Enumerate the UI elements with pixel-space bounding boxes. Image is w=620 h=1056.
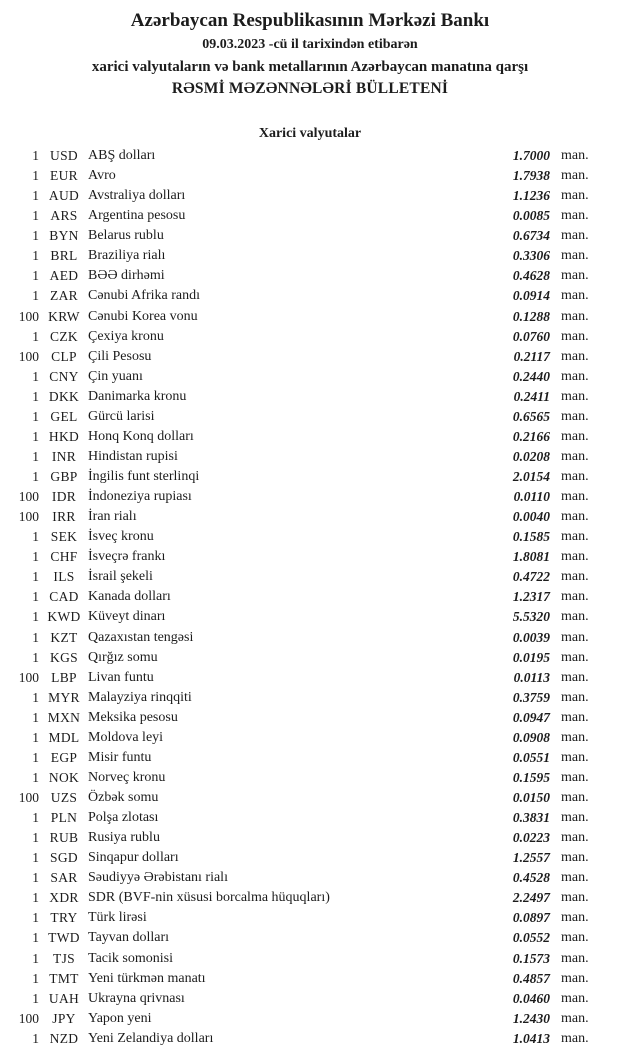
currency-quantity: 1 [32, 228, 39, 244]
unit-label: man. [561, 910, 589, 926]
rate-value: 0.0150 [512, 790, 550, 805]
unit-label: man. [561, 649, 589, 665]
rate-value: 0.0040 [512, 509, 550, 525]
currency-code: MYR [48, 689, 80, 705]
currency-quantity: 1 [32, 208, 39, 224]
currency-quantity: 100 [18, 790, 39, 805]
currency-quantity: 1 [32, 408, 39, 424]
rate-value: 0.1585 [512, 529, 550, 545]
table-row [0, 427, 620, 447]
currency-code: TMT [49, 970, 79, 986]
currency-code: USD [50, 148, 78, 163]
table-row [0, 327, 620, 347]
currency-quantity: 1 [32, 749, 39, 765]
table-row [0, 888, 620, 908]
currency-quantity: 1 [32, 830, 39, 846]
currency-name: Səudiyyə Ərəbistanı rialı [88, 870, 228, 886]
currency-code: DKK [48, 388, 80, 404]
currency-quantity: 1 [32, 930, 39, 946]
unit-label: man. [561, 950, 589, 966]
unit-label: man. [561, 469, 589, 484]
unit-label: man. [561, 749, 589, 765]
unit-label: man. [561, 970, 589, 986]
table-row [0, 407, 620, 427]
table-row [0, 688, 620, 708]
currency-code: ZAR [50, 288, 78, 304]
rate-value: 0.2411 [513, 388, 550, 404]
unit-label: man. [561, 328, 589, 344]
currency-name: Argentina pesosu [88, 208, 186, 224]
table-row [0, 728, 620, 748]
rate-value: 0.0914 [512, 288, 550, 304]
currency-name: Çin yuanı [88, 368, 143, 384]
unit-label: man. [561, 830, 589, 846]
unit-label: man. [561, 168, 589, 184]
currency-code: KGS [50, 649, 78, 665]
unit-label: man. [561, 549, 589, 565]
currency-quantity: 1 [32, 328, 39, 344]
currency-code: NOK [48, 769, 80, 785]
currency-code: CLP [51, 348, 77, 364]
currency-code: RUB [49, 830, 79, 846]
table-row [0, 808, 620, 828]
currency-quantity: 1 [32, 368, 39, 384]
currency-code: MDL [48, 729, 80, 745]
rate-value: 0.2117 [513, 348, 550, 364]
rate-value: 0.6565 [512, 408, 550, 424]
unit-label: man. [561, 529, 589, 545]
table-row [0, 226, 620, 246]
unit-label: man. [561, 769, 589, 785]
currency-name: Tacik somonisi [88, 950, 173, 966]
currency-code: KWD [47, 609, 81, 625]
currency-name: BƏƏ dirhəmi [88, 268, 165, 284]
currency-name: Yeni Zelandiya dolları [88, 1030, 214, 1046]
table-row [0, 768, 620, 788]
rate-value: 1.0413 [512, 1030, 550, 1046]
table-row [0, 708, 620, 728]
unit-label: man. [561, 348, 589, 364]
table-row [0, 628, 620, 648]
rate-value: 0.3306 [512, 248, 550, 264]
currency-code: UZS [50, 790, 78, 805]
currency-name: ABŞ dolları [88, 148, 156, 163]
currency-quantity: 1 [32, 769, 39, 785]
currency-code: GBP [50, 469, 78, 484]
rate-value: 0.4628 [512, 268, 550, 284]
rate-value: 0.2166 [512, 428, 550, 444]
currency-code: BYN [49, 228, 79, 244]
currency-quantity: 100 [18, 509, 39, 525]
rate-value: 0.0113 [513, 669, 550, 685]
currency-code: ILS [53, 569, 75, 585]
currency-name: Küveyt dinarı [88, 609, 166, 625]
currency-quantity: 1 [32, 890, 39, 906]
rate-value: 0.2440 [512, 368, 550, 384]
table-row [0, 587, 620, 607]
unit-label: man. [561, 689, 589, 705]
currency-quantity: 1 [32, 529, 39, 545]
table-row [0, 487, 620, 507]
rate-value: 2.0154 [512, 469, 550, 484]
currency-code: INR [51, 448, 77, 464]
unit-label: man. [561, 368, 589, 384]
table-row [0, 949, 620, 969]
currency-name: Hindistan rupisi [88, 448, 178, 464]
unit-label: man. [561, 990, 589, 1006]
currency-code: CNY [49, 368, 79, 384]
unit-label: man. [561, 669, 589, 685]
currency-name: SDR (BVF-nin xüsusi borcalma hüquqları) [88, 890, 330, 906]
currency-quantity: 1 [32, 188, 39, 204]
currency-quantity: 100 [18, 348, 39, 364]
currency-code: JPY [52, 1010, 76, 1026]
unit-label: man. [561, 268, 589, 284]
currency-name: Danimarka kronu [88, 388, 187, 404]
table-row [0, 1029, 620, 1049]
currency-name: İsrail şekeli [88, 569, 153, 585]
currency-name: Misir funtu [88, 749, 152, 765]
currency-code: KZT [50, 629, 78, 645]
currency-name: İngilis funt sterlinqi [88, 469, 200, 484]
document-header [0, 8, 620, 100]
currency-code: SAR [50, 870, 78, 886]
currency-quantity: 100 [18, 308, 39, 324]
currency-code: CAD [49, 589, 79, 605]
rate-value: 0.6734 [512, 228, 550, 244]
table-row [0, 266, 620, 286]
currency-name: Meksika pesosu [88, 709, 178, 725]
table-row [0, 567, 620, 587]
table-row [0, 186, 620, 206]
currency-code: IDR [51, 489, 77, 505]
table-row [0, 447, 620, 467]
currency-code: KRW [48, 308, 80, 324]
table-row [0, 828, 620, 848]
unit-label: man. [561, 188, 589, 204]
unit-label: man. [561, 388, 589, 404]
bulletin-title: RƏSMİ MƏZƏNNƏLƏRİ BÜLLETENİ [171, 80, 449, 97]
currency-quantity: 1 [32, 288, 39, 304]
currency-name: Çili Pesosu [88, 348, 152, 364]
rate-value: 0.0908 [512, 729, 550, 745]
rate-value: 0.3759 [512, 689, 550, 705]
rate-value: 0.1573 [512, 950, 550, 966]
rate-value: 0.0208 [512, 448, 550, 464]
currency-quantity: 1 [32, 428, 39, 444]
currency-quantity: 1 [32, 168, 39, 184]
currency-name: Cənubi Afrika randı [88, 288, 200, 304]
unit-label: man. [561, 148, 589, 163]
currency-code: NZD [49, 1030, 79, 1046]
unit-label: man. [561, 589, 589, 605]
table-row [0, 848, 620, 868]
currency-quantity: 1 [32, 388, 39, 404]
table-row [0, 547, 620, 567]
unit-label: man. [561, 790, 589, 805]
table-row [0, 387, 620, 407]
rate-value: 0.0110 [513, 489, 550, 505]
rate-value: 1.7000 [512, 148, 550, 163]
unit-label: man. [561, 810, 589, 826]
unit-label: man. [561, 709, 589, 725]
currency-name: Belarus rublu [88, 228, 164, 244]
currency-name: Türk lirəsi [88, 910, 147, 926]
currency-code: AED [49, 268, 79, 284]
unit-label: man. [561, 248, 589, 264]
currency-name: Gürcü larisi [88, 408, 155, 424]
unit-label: man. [561, 569, 589, 585]
table-row [0, 166, 620, 186]
effective-date-line: 09.03.2023 -cü il tarixindən etibarən [202, 37, 418, 52]
rate-value: 1.2317 [512, 589, 550, 605]
section-title-foreign-currencies: Xarici valyutalar [258, 126, 362, 141]
rate-value: 0.4857 [512, 970, 550, 986]
currency-code: TWD [48, 930, 80, 946]
currency-quantity: 100 [18, 669, 39, 685]
table-row [0, 969, 620, 989]
currency-code: GEL [50, 408, 78, 424]
currency-name: Özbək somu [88, 790, 159, 805]
table-row [0, 668, 620, 688]
rate-value: 0.0947 [512, 709, 550, 725]
rate-value: 0.0760 [512, 328, 550, 344]
table-row [0, 989, 620, 1009]
currency-name: Polşa zlotası [88, 810, 159, 826]
table-row [0, 908, 620, 928]
rate-value: 0.1288 [512, 308, 550, 324]
currency-code: TRY [50, 910, 78, 926]
currency-name: Yapon yeni [88, 1010, 152, 1026]
unit-label: man. [561, 288, 589, 304]
rate-value: 0.0223 [512, 830, 550, 846]
table-row [0, 347, 620, 367]
currency-quantity: 1 [32, 609, 39, 625]
currency-name: Honq Konq dolları [88, 428, 194, 444]
currency-quantity: 1 [32, 649, 39, 665]
table-row [0, 648, 620, 668]
currency-quantity: 1 [32, 148, 39, 163]
unit-label: man. [561, 870, 589, 886]
table-row [0, 788, 620, 808]
unit-label: man. [561, 890, 589, 906]
currency-name: Çexiya kronu [88, 328, 164, 344]
rate-value: 0.4528 [512, 870, 550, 886]
currency-code: LBP [51, 669, 77, 685]
currency-quantity: 1 [32, 248, 39, 264]
currency-quantity: 1 [32, 810, 39, 826]
currency-name: İndoneziya rupiası [88, 489, 192, 505]
table-row [0, 1009, 620, 1029]
currency-quantity: 1 [32, 1030, 39, 1046]
currency-code: IRR [52, 509, 76, 525]
rate-value: 1.2430 [512, 1010, 550, 1026]
currency-code: TJS [53, 950, 75, 966]
currency-quantity: 1 [32, 870, 39, 886]
currency-name: Kanada dolları [88, 589, 171, 605]
bank-name-title: Azərbaycan Respublikasının Mərkəzi Bankı [130, 10, 490, 31]
currency-code: EUR [50, 168, 78, 184]
currency-name: Moldova leyi [88, 729, 164, 745]
currency-name: Avro [88, 168, 116, 184]
rate-value: 2.2497 [512, 890, 550, 906]
currency-code: EGP [50, 749, 78, 765]
currency-quantity: 100 [18, 1010, 39, 1026]
currency-name: İran rialı [88, 509, 137, 525]
currency-quantity: 1 [32, 970, 39, 986]
currency-name: Tayvan dolları [88, 930, 170, 946]
currency-code: CHF [50, 549, 78, 565]
table-row [0, 246, 620, 266]
unit-label: man. [561, 609, 589, 625]
currency-code: MXN [47, 709, 81, 725]
rate-value: 0.0195 [512, 649, 550, 665]
currency-name: Qazaxıstan tengəsi [88, 629, 194, 645]
currency-quantity: 1 [32, 990, 39, 1006]
unit-label: man. [561, 408, 589, 424]
currency-code: UAH [48, 990, 80, 1006]
exchange-rates-table [0, 146, 620, 1049]
currency-code: CZK [50, 328, 78, 344]
currency-code: ARS [50, 208, 78, 224]
currency-quantity: 1 [32, 950, 39, 966]
currency-code: HKD [48, 428, 80, 444]
currency-quantity: 1 [32, 268, 39, 284]
currency-code: BRL [50, 248, 78, 264]
currency-name: Avstraliya dolları [88, 188, 186, 204]
rate-value: 0.0039 [512, 629, 550, 645]
table-row [0, 467, 620, 487]
unit-label: man. [561, 729, 589, 745]
currency-quantity: 1 [32, 469, 39, 484]
unit-label: man. [561, 509, 589, 525]
rate-value: 0.0897 [512, 910, 550, 926]
unit-label: man. [561, 208, 589, 224]
unit-label: man. [561, 1030, 589, 1046]
currency-code: AUD [48, 188, 80, 204]
currency-name: İsveçrə frankı [88, 549, 166, 565]
unit-label: man. [561, 489, 589, 505]
rate-value: 0.4722 [512, 569, 550, 585]
currency-quantity: 1 [32, 589, 39, 605]
currency-quantity: 1 [32, 549, 39, 565]
currency-name: Qırğız somu [88, 649, 158, 665]
unit-label: man. [561, 308, 589, 324]
currency-name: Livan funtu [88, 669, 154, 685]
bulletin-subtitle: xarici valyutaların və bank metallarının Azərbaycan manatına qarşı [91, 59, 529, 75]
currency-code: SEK [50, 529, 78, 545]
rate-value: 1.2557 [512, 850, 550, 866]
currency-name: Braziliya rialı [88, 248, 166, 264]
rate-value: 0.0551 [512, 749, 550, 765]
currency-quantity: 1 [32, 689, 39, 705]
unit-label: man. [561, 850, 589, 866]
currency-name: Yeni türkmən manatı [88, 970, 206, 986]
table-row [0, 307, 620, 327]
currency-name: İsveç kronu [88, 529, 154, 545]
currency-quantity: 1 [32, 569, 39, 585]
currency-quantity: 1 [32, 448, 39, 464]
table-row [0, 507, 620, 527]
unit-label: man. [561, 1010, 589, 1026]
table-row [0, 748, 620, 768]
rate-value: 1.7938 [512, 168, 550, 184]
currency-quantity: 1 [32, 729, 39, 745]
currency-name: Ukrayna qrivnası [88, 990, 185, 1006]
currency-quantity: 100 [18, 489, 39, 505]
table-row [0, 868, 620, 888]
rate-value: 0.0460 [512, 990, 550, 1006]
unit-label: man. [561, 448, 589, 464]
unit-label: man. [561, 228, 589, 244]
currency-name: Norveç kronu [88, 769, 166, 785]
table-row [0, 367, 620, 387]
currency-code: PLN [50, 810, 78, 826]
unit-label: man. [561, 428, 589, 444]
currency-quantity: 1 [32, 629, 39, 645]
rate-value: 1.8081 [512, 549, 550, 565]
currency-quantity: 1 [32, 709, 39, 725]
currency-name: Malayziya rinqqiti [88, 689, 192, 705]
unit-label: man. [561, 629, 589, 645]
currency-quantity: 1 [32, 910, 39, 926]
table-row [0, 607, 620, 627]
currency-name: Rusiya rublu [88, 830, 160, 846]
currency-code: XDR [49, 890, 79, 906]
rate-value: 1.1236 [512, 188, 550, 204]
rate-value: 0.0085 [512, 208, 550, 224]
table-row [0, 928, 620, 948]
currency-name: Cənubi Korea vonu [88, 308, 198, 324]
currency-name: Sinqapur dolları [88, 850, 179, 866]
unit-label: man. [561, 930, 589, 946]
rate-value: 0.3831 [512, 810, 550, 826]
table-row [0, 286, 620, 306]
table-row [0, 206, 620, 226]
currency-code: SGD [50, 850, 78, 866]
rate-value: 0.0552 [512, 930, 550, 946]
rate-value: 5.5320 [512, 609, 550, 625]
currency-quantity: 1 [32, 850, 39, 866]
table-row [0, 527, 620, 547]
table-row [0, 146, 620, 166]
rate-value: 0.1595 [512, 769, 550, 785]
